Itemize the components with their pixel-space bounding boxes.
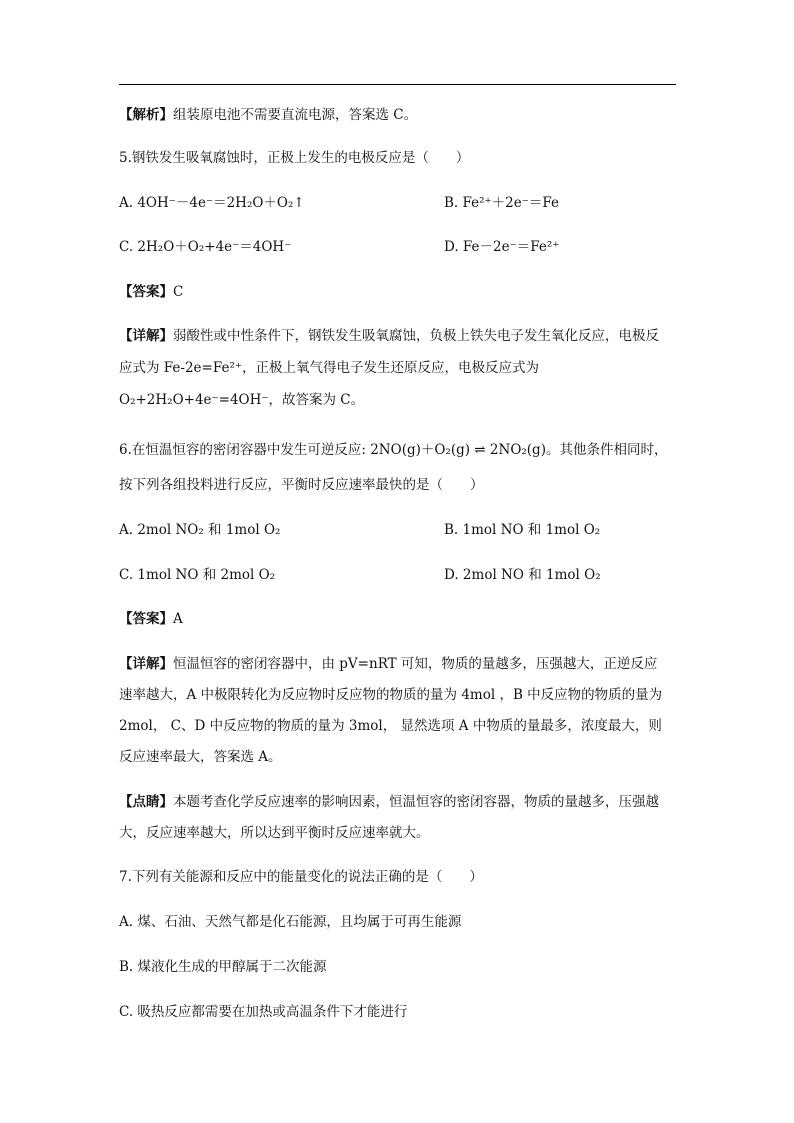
q7-option-a: A. 煤、石油、天然气都是化石能源，且均属于可再生能源 xyxy=(119,914,462,930)
q6-option-d: D. 2mol NO 和 1mol O₂ xyxy=(444,567,601,583)
answer-value: C xyxy=(173,284,184,300)
q5-option-d: D. Fe－2e⁻＝Fe²⁺ xyxy=(444,239,560,255)
q6-option-a: A. 2mol NO₂ 和 1mol O₂ xyxy=(119,522,281,538)
q6-option-c: C. 1mol NO 和 2mol O₂ xyxy=(119,567,276,583)
q6-detail-line-2: 速率越大，A 中极限转化为反应物时反应物的物质的量为 4mol ，B 中反应物的物质的量为 xyxy=(119,687,663,703)
detail-tag: 【详解】 xyxy=(119,656,173,672)
detail-tag: 【详解】 xyxy=(119,328,173,344)
q6-answer xyxy=(119,610,183,628)
q5-option-b: B. Fe²⁺＋2e⁻＝Fe xyxy=(444,195,559,211)
explanation-text: 组装原电池不需要直流电源，答案选 C。 xyxy=(173,107,418,123)
q6-detail-line-1 xyxy=(119,655,657,673)
q5-detail-line-2: 应式为 Fe-2e=Fe²⁺，正极上氧气得电子发生还原反应，电极反应式为 xyxy=(119,360,540,376)
q5-detail-line-1 xyxy=(119,327,659,345)
q7-option-b: B. 煤液化生成的甲醇属于二次能源 xyxy=(119,959,327,975)
detail-text: 弱酸性或中性条件下，钢铁发生吸氧腐蚀，负极上铁失电子发生氧化反应，电极反 xyxy=(173,328,659,344)
q5-stem: 5.钢铁发生吸氧腐蚀时，正极上发生的电极反应是（ ） xyxy=(119,150,470,166)
q6-note-line-1 xyxy=(119,793,659,811)
q6-note-line-2: 大，反应速率越大，所以达到平衡时反应速率就大。 xyxy=(119,825,430,841)
header-rule xyxy=(119,84,676,85)
explanation-tag: 【解析】 xyxy=(119,107,173,123)
q5-option-a: A. 4OH⁻－4e⁻＝2H₂O＋O₂↑ xyxy=(119,195,305,211)
q4-explanation xyxy=(119,106,417,124)
q6-detail-line-3: 2mol， C、D 中反应物的物质的量为 3mol， 显然选项 A 中物质的量最多，浓度最大，则 xyxy=(119,718,662,734)
note-text: 本题考查化学反应速率的影响因素，恒温恒容的密闭容器，物质的量越多，压强越 xyxy=(173,794,659,810)
q6-option-b: B. 1mol NO 和 1mol O₂ xyxy=(444,522,601,538)
detail-text: 恒温恒容的密闭容器中，由 pV=nRT 可知，物质的量越多，压强越大，正逆反应 xyxy=(173,656,658,672)
q7-stem: 7.下列有关能源和反应中的能量变化的说法正确的是（ ） xyxy=(119,869,483,885)
answer-value: A xyxy=(173,611,183,627)
q5-option-c: C. 2H₂O＋O₂+4e⁻＝4OH⁻ xyxy=(119,239,292,255)
q5-answer xyxy=(119,283,183,301)
q7-option-c: C. 吸热反应都需要在加热或高温条件下才能进行 xyxy=(119,1004,408,1020)
q5-detail-line-3: O₂+2H₂O+4e⁻=4OH⁻，故答案为 C。 xyxy=(119,392,365,408)
answer-tag: 【答案】 xyxy=(119,284,173,300)
q6-detail-line-4: 反应速率最大，答案选 A。 xyxy=(119,749,282,765)
answer-tag: 【答案】 xyxy=(119,611,173,627)
q6-stem-line-1: 6.在恒温恒容的密闭容器中发生可逆反应: 2NO(g)＋O₂(g) ⇌ 2NO₂(g)。其他条件相同时， xyxy=(119,442,668,458)
q6-stem-line-2: 按下列各组投料进行反应，平衡时反应速率最快的是（ ） xyxy=(119,477,484,493)
note-tag: 【点睛】 xyxy=(119,794,173,810)
